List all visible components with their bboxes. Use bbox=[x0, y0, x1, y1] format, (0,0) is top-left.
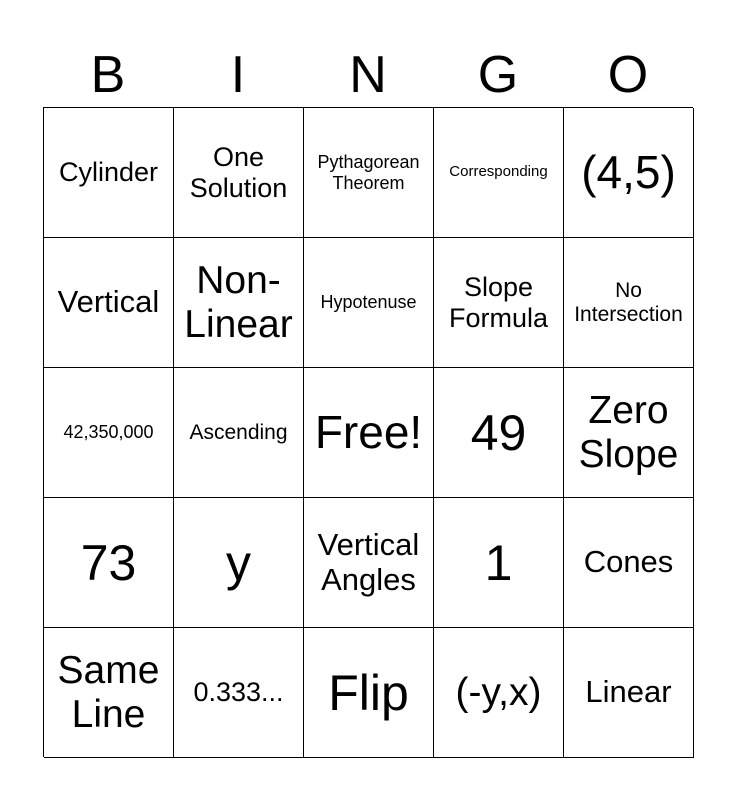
bingo-cell[interactable] bbox=[434, 238, 564, 368]
cell-label: 0.333... bbox=[193, 677, 284, 708]
cell-label: 42,350,000 bbox=[63, 422, 154, 443]
header-letter-o: O bbox=[607, 46, 649, 104]
bingo-cell[interactable] bbox=[174, 498, 304, 628]
bingo-header bbox=[43, 44, 693, 106]
cell-label: Vertical Angles bbox=[317, 526, 420, 597]
cell-label: Ascending bbox=[189, 420, 288, 444]
bingo-cell[interactable] bbox=[434, 498, 564, 628]
cell-label: Non-Linear bbox=[184, 258, 293, 346]
bingo-cell[interactable] bbox=[304, 238, 434, 368]
cell-label: Free! bbox=[314, 405, 423, 458]
bingo-cell[interactable] bbox=[174, 238, 304, 368]
bingo-cell[interactable] bbox=[564, 368, 694, 498]
header-letter-n: N bbox=[349, 46, 387, 104]
cell-label: Cylinder bbox=[58, 157, 159, 188]
cell-label: Flip bbox=[328, 664, 409, 721]
bingo-cell[interactable] bbox=[44, 628, 174, 758]
bingo-cell[interactable] bbox=[434, 368, 564, 498]
bingo-cell[interactable] bbox=[564, 628, 694, 758]
bingo-board bbox=[43, 107, 693, 757]
cell-label: Zero Slope bbox=[578, 388, 679, 476]
header-letter-g: G bbox=[477, 46, 519, 104]
cell-label: One Solution bbox=[189, 142, 288, 203]
cell-label: 49 bbox=[470, 404, 527, 461]
cell-label: y bbox=[226, 534, 251, 591]
bingo-cell[interactable] bbox=[44, 498, 174, 628]
cell-label: 1 bbox=[484, 534, 513, 591]
cell-label: Hypotenuse bbox=[320, 292, 417, 313]
bingo-cell[interactable] bbox=[44, 368, 174, 498]
cell-label: (-y,x) bbox=[455, 670, 542, 714]
cell-label: Slope Formula bbox=[448, 272, 549, 333]
cell-label: (4,5) bbox=[581, 145, 676, 198]
bingo-cell[interactable] bbox=[174, 368, 304, 498]
cell-label: Corresponding bbox=[449, 163, 548, 181]
bingo-cell[interactable] bbox=[434, 628, 564, 758]
bingo-cell[interactable] bbox=[44, 238, 174, 368]
cell-label: Cones bbox=[583, 544, 674, 580]
bingo-cell[interactable] bbox=[434, 108, 564, 238]
cell-label: Linear bbox=[585, 674, 672, 710]
cell-label: Same Line bbox=[57, 648, 160, 736]
header-letter-b: B bbox=[90, 46, 126, 104]
bingo-cell[interactable] bbox=[564, 238, 694, 368]
cell-label: Vertical bbox=[57, 284, 160, 320]
header-letter-i: I bbox=[230, 46, 246, 104]
bingo-cell[interactable] bbox=[174, 628, 304, 758]
bingo-cell[interactable] bbox=[174, 108, 304, 238]
bingo-cell[interactable] bbox=[304, 628, 434, 758]
bingo-cell[interactable] bbox=[564, 108, 694, 238]
bingo-cell[interactable] bbox=[304, 498, 434, 628]
cell-label: 73 bbox=[80, 534, 137, 591]
cell-label: No Intersection bbox=[574, 278, 683, 326]
cell-label: Pythagorean Theorem bbox=[317, 152, 420, 193]
bingo-cell[interactable] bbox=[564, 498, 694, 628]
bingo-cell[interactable] bbox=[44, 108, 174, 238]
free-space-cell[interactable] bbox=[304, 368, 434, 498]
bingo-cell[interactable] bbox=[304, 108, 434, 238]
